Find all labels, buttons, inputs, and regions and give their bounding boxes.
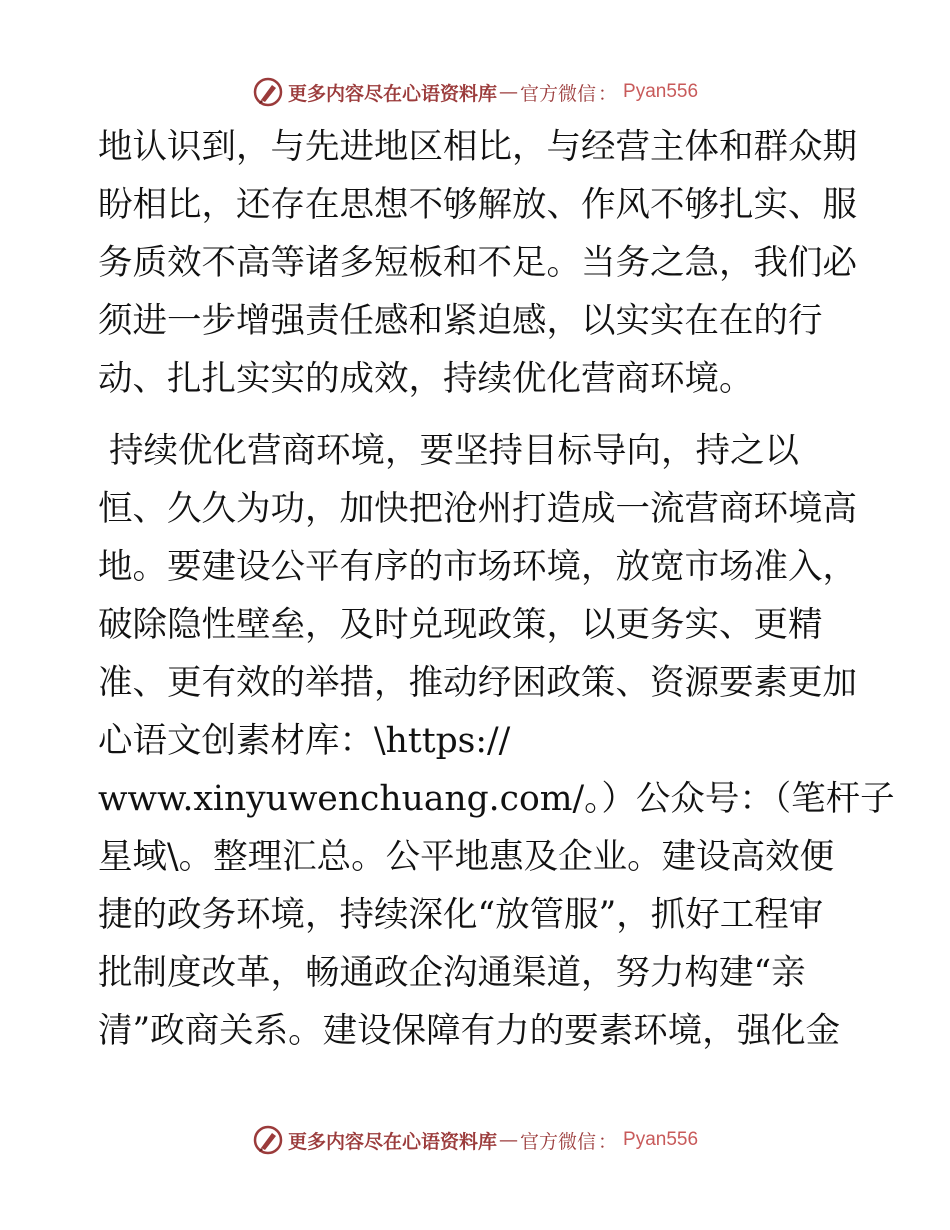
text-line: 恒、久久为功，加快把沧州打造成一流营商环境高 — [98, 489, 857, 529]
header-separator: — — [498, 81, 518, 103]
text-line-url-intro: 心语文创素材库：\https:// — [98, 721, 511, 761]
footer-title: 更多内容尽在心语资料库 — [287, 1130, 497, 1153]
text-line: 须进一步增强责任感和紧迫感，以实实在在的行 — [98, 301, 823, 341]
text-line: 地。要建设公平有序的市场环境，放宽市场准入， — [98, 547, 857, 587]
text-line: 批制度改革，畅通政企沟通渠道，努力构建“亲 — [98, 953, 806, 993]
document-body — [98, 118, 895, 1060]
footer-wechat-label: 官方微信 — [519, 1130, 596, 1153]
paragraph-1 — [98, 118, 857, 408]
text-line: 清”政商关系。建设保障有力的要素环境，强化金 — [98, 1011, 841, 1051]
paragraph-2 — [98, 422, 895, 1060]
text-line: 地认识到，与先进地区相比，与经营主体和群众期 — [98, 127, 857, 167]
footer-colon: ： — [598, 1130, 618, 1153]
text-line: 星域\。整理汇总。公平地惠及企业。建设高效便 — [98, 837, 835, 877]
header-colon: ： — [598, 82, 618, 105]
footer-wechat-id: Pyan556 — [623, 1129, 699, 1150]
header-banner — [0, 72, 950, 112]
text-line: 动、扎扎实实的成效，持续优化营商环境。 — [98, 359, 754, 399]
text-line: 准、更有效的举措，推动纾困政策、资源要素更加 — [98, 663, 857, 703]
header-wechat-label: 官方微信 — [519, 82, 596, 105]
text-line: 破除隐性壁垒，及时兑现政策，以更务实、更精 — [98, 605, 823, 645]
text-line-url: www.xinyuwenchuang.com/。）公众号：（笔杆子 — [98, 779, 895, 819]
footer-banner — [0, 1120, 950, 1160]
header-wechat-id: Pyan556 — [623, 81, 699, 102]
text-line: 持续优化营商环境，要坚持目标导向，持之以 — [98, 431, 799, 471]
text-line: 盼相比，还存在思想不够解放、作风不够扎实、服 — [98, 185, 857, 225]
footer-separator: — — [498, 1129, 518, 1151]
paragraph-gap — [98, 408, 854, 422]
text-line: 务质效不高等诸多短板和不足。当务之急，我们必 — [98, 243, 857, 283]
header-title: 更多内容尽在心语资料库 — [287, 82, 497, 105]
text-line: 捷的政务环境，持续深化“放管服”，抓好工程审 — [98, 895, 824, 935]
pen-logo-icon — [252, 76, 284, 108]
pen-logo-icon — [252, 1124, 284, 1156]
